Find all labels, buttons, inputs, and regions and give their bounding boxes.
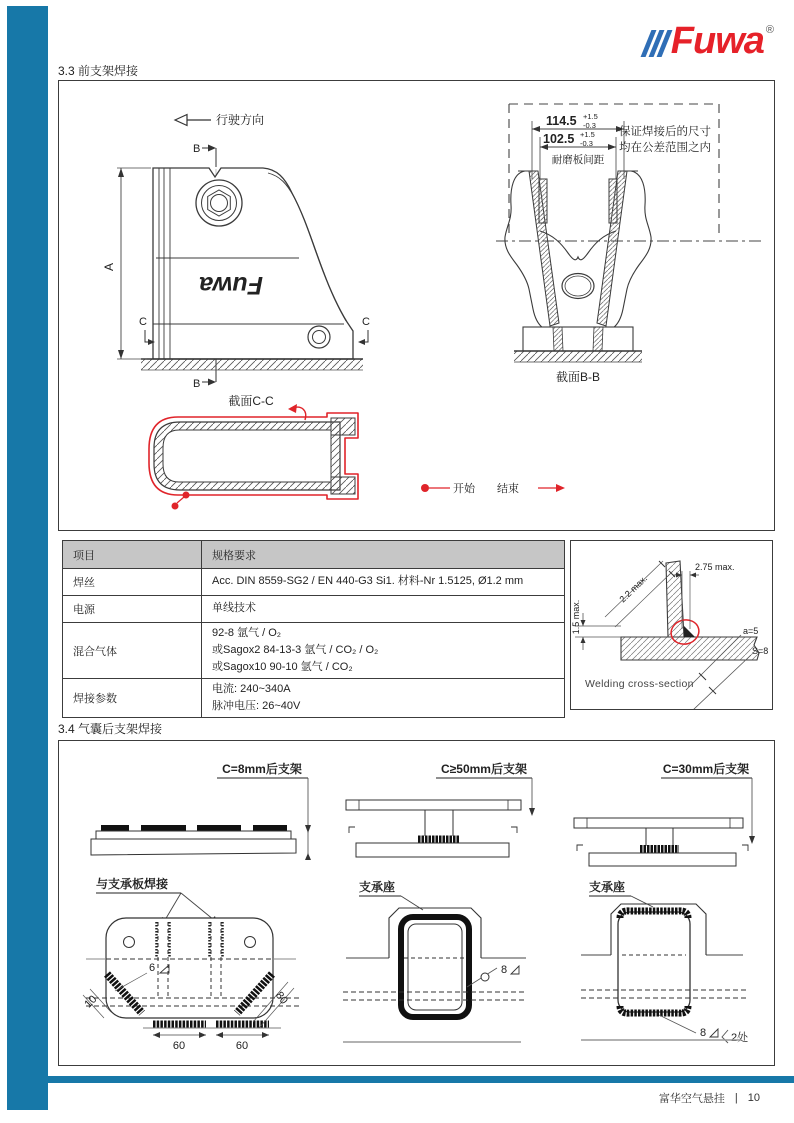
tolerance-note-line1: 保证焊接后的尺寸	[619, 126, 711, 138]
support-seat-mid-view	[343, 908, 527, 1042]
dim-2-75	[673, 562, 735, 629]
table-header-row	[63, 541, 565, 569]
header-requirement: 规格要求	[202, 541, 565, 569]
col3-label-group	[661, 761, 755, 844]
logo-slashes-icon	[646, 30, 667, 57]
dim-60-left	[153, 1032, 206, 1052]
table-row	[63, 596, 565, 623]
table-row	[63, 623, 565, 679]
svg-text:6: 6	[148, 962, 156, 974]
welding-spec-table	[62, 540, 565, 718]
svg-text:60: 60	[235, 1040, 249, 1052]
weld-legend	[421, 481, 565, 495]
row-item: 焊接参数	[63, 679, 202, 718]
section-3-3-heading: 3.3 前支架焊接	[58, 64, 139, 78]
row-value: 单线技术	[202, 596, 565, 623]
horizontal-plate	[621, 637, 759, 660]
svg-text:8: 8	[501, 964, 508, 976]
vertical-plate	[666, 561, 684, 637]
support-seat-label: 支承座	[359, 880, 396, 894]
svg-text:C: C	[362, 316, 370, 328]
driving-direction-arrow-icon	[175, 115, 211, 126]
table-row	[63, 679, 565, 718]
support-seat-label: 支承座	[589, 880, 626, 894]
svg-text:8: 8	[700, 1027, 707, 1039]
header-item: 项目	[63, 541, 202, 569]
dim-a	[102, 168, 151, 359]
side-view-c30	[574, 818, 748, 866]
footer-separator: |	[734, 1092, 738, 1104]
svg-text:C: C	[139, 316, 147, 328]
side-view-c50	[346, 800, 521, 857]
footer-brand: 富华空气悬挂	[658, 1093, 725, 1105]
weld-fillet	[684, 626, 695, 637]
section-3-4-heading: 3.4 气囊后支架焊接	[58, 722, 163, 736]
svg-text:1.5 max.: 1.5 max.	[571, 599, 581, 635]
svg-text:B: B	[193, 378, 201, 390]
col3-label: C=30mm后支架	[662, 762, 750, 776]
logo-wordmark: Fuwa	[670, 20, 764, 62]
footer-page-number: 10	[747, 1092, 760, 1104]
section-c-mark-right	[358, 316, 370, 345]
section-cc-drawing	[149, 404, 358, 510]
legend-end-arrow-icon	[556, 484, 565, 492]
left-accent-bar	[7, 6, 48, 1110]
diagram-caption: Welding cross-section	[585, 678, 694, 690]
wear-plate-spacing-label: 耐磨板间距	[551, 154, 605, 166]
registered-mark: ®	[765, 24, 774, 36]
section-cc-caption: 截面C-C	[228, 394, 274, 408]
svg-text:+1.5: +1.5	[580, 130, 595, 139]
section-b-mark-top	[193, 143, 216, 167]
row-item: 混合气体	[63, 623, 202, 679]
top-view-support-plate	[86, 918, 299, 1028]
table-row	[63, 569, 565, 596]
dim-2-2	[605, 561, 675, 627]
footer	[659, 1090, 760, 1106]
front-bracket-drawing	[59, 81, 774, 528]
support-seat-label-right-group	[589, 879, 653, 907]
legend-start-dot-icon	[421, 484, 429, 492]
fillet-weld-symbol-icon	[511, 966, 519, 974]
row-value: 92-8 氩气 / O₂ 或Sagox2 84-13-3 氩气 / CO₂ / O₂ 或Sagox10 90-10 氩气 / CO₂	[202, 623, 565, 679]
svg-text:80: 80	[272, 989, 290, 1007]
svg-text:B: B	[193, 143, 201, 155]
bracket-cast-logo: Fuwa	[199, 271, 263, 299]
welding-cross-section-diagram	[571, 541, 772, 709]
svg-text:2.75 max.: 2.75 max.	[695, 562, 735, 572]
col2-label: C≥50mm后支架	[441, 762, 527, 776]
legend-start-label: 开始	[453, 483, 475, 495]
svg-text:-0.3: -0.3	[580, 139, 593, 148]
svg-text:114.5: 114.5	[546, 114, 577, 128]
front-bracket-drawing-box	[58, 80, 775, 531]
rear-bracket-drawing-box	[58, 740, 775, 1066]
places-label: 2处	[731, 1032, 749, 1044]
svg-text:10: 10	[82, 993, 100, 1011]
welding-cross-section-box	[570, 540, 773, 710]
row-value: 电流: 240~340A 脉冲电压: 26~40V	[202, 679, 565, 718]
legend-end-label: 结束	[497, 483, 519, 495]
row-item: 电源	[63, 596, 202, 623]
svg-text:S=8: S=8	[752, 646, 769, 656]
bracket-front-view	[141, 168, 363, 370]
svg-text:60: 60	[172, 1040, 186, 1052]
footer-accent-bar	[40, 1076, 794, 1083]
rear-bracket-drawing	[59, 741, 774, 1063]
svg-text:2.2 max.: 2.2 max.	[617, 573, 650, 605]
fuwa-logo	[646, 22, 774, 60]
side-view-c8	[91, 825, 296, 855]
svg-text:a=5: a=5	[743, 626, 759, 636]
driving-direction-label: 行驶方向	[216, 113, 265, 127]
svg-text:-0.3: -0.3	[583, 121, 596, 130]
weld-all-around-symbol-icon	[481, 973, 489, 981]
svg-text:102.5: 102.5	[543, 132, 575, 146]
col1-label: C=8mm后支架	[222, 762, 302, 776]
fillet-weld-symbol-icon	[710, 1029, 718, 1037]
row-value: Acc. DIN 8559-SG2 / EN 440-G3 Si1. 材料-Nr 1.5125, Ø1.2 mm	[202, 569, 565, 596]
tolerance-note-line2: 均在公差范围之内	[619, 142, 711, 154]
svg-text:+1.5: +1.5	[583, 112, 598, 121]
dim-60-right	[216, 1032, 269, 1052]
weld-start-dot2-icon	[172, 503, 179, 510]
support-plate-weld-label: 与支承板焊接	[96, 877, 169, 891]
support-seat-label-mid-group	[359, 879, 423, 910]
dim-1-5	[571, 600, 621, 650]
svg-text:A: A	[102, 262, 116, 272]
support-seat-right-view	[581, 904, 748, 1044]
section-bb-caption: 截面B-B	[555, 370, 601, 384]
row-item: 焊丝	[63, 569, 202, 596]
ground-hatch	[141, 359, 363, 370]
section-bb-drawing	[505, 171, 651, 362]
